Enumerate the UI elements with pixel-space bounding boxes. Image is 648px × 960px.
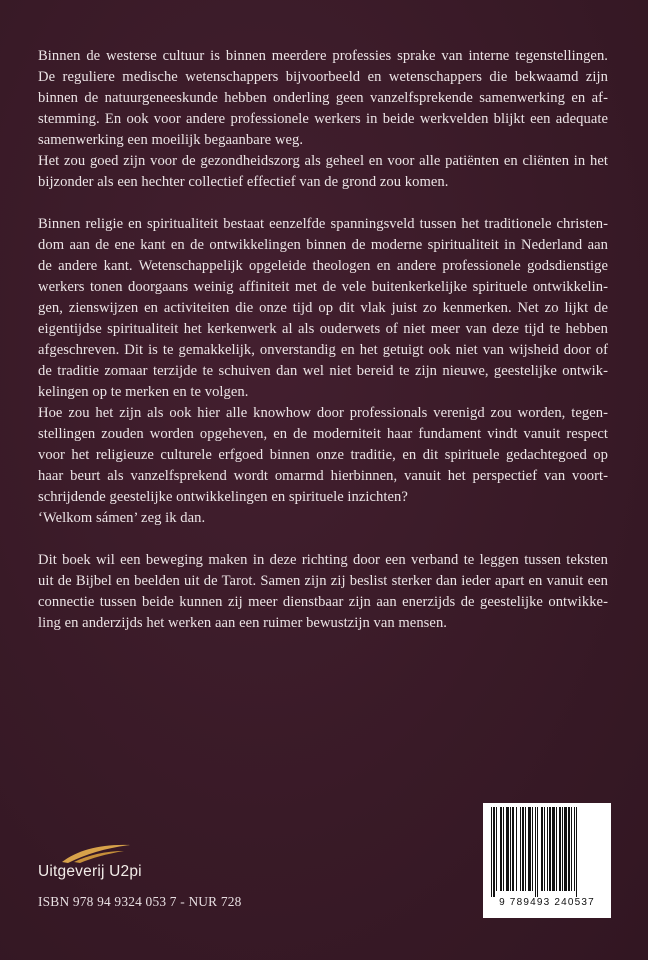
barcode-bar [552,807,555,891]
paragraph [38,46,608,193]
barcode-bar [562,807,563,891]
text-line: Binnen de westerse cultuur is binnen meerdere professies sprake van interne tegenstellingen. [38,48,608,64]
barcode-bar [571,807,572,891]
text-line: ‘Welkom sámen’ zeg ik dan. [38,510,206,526]
text-line: schrijdende geestelijke ontwikkelingen en spirituele inzichten? [38,489,408,505]
publisher-name: Uitgeverij U2pi [38,863,142,880]
text-line: kelingen op te merken en te volgen. [38,384,249,400]
publisher-logo [38,842,218,886]
barcode-bar [556,807,557,891]
barcode-bar [547,807,548,891]
text-line: de andere kant. Wetenschappelijk opgeleide theologen en andere professionele godsdienstige [38,258,608,274]
barcode-bar [532,807,533,891]
text-line: de traditie zomaar terzijde te schuiven dan wel niet bereid te zijn nieuwe, geestelijke ontwik- [38,363,608,379]
text-line: stemming. En ook voor andere professionele werkers in beide werkvelden blijkt een adequate [38,111,608,127]
barcode-bar [549,807,551,891]
barcode-bar [491,807,492,897]
text-line: werkers tonen doorgaans weinig affiniteit met de vele buitenkerkelijke spirituele ontwikkelin- [38,279,608,295]
barcode-bar [528,807,531,891]
barcode-bar [503,807,504,891]
barcode-bar [574,807,575,891]
text-line: Binnen religie en spiritualiteit bestaat eenzelfde spanningsveld tussen het traditionele christen- [38,216,608,232]
barcode-bar [535,807,536,897]
isbn-nur-line: ISBN 978 94 9324 053 7 - NUR 728 [38,894,242,909]
text-line: connectie tussen beide kunnen zij meer dienstbaar zijn aan enerzijds de geestelijke ontwikke- [38,594,608,610]
barcode-bar [576,807,577,897]
text-line: eigentijdse spiritualiteit het kerkenwerk al als ouderwets of niet meer van deze tijd te hebben [38,321,608,337]
text-line: gen, zienswijzen en activiteiten die onze tijd op dit vlak juist zo kenmerken. Net zo lijkt de [38,300,608,316]
text-line: De reguliere medische wetenschappers bijvoorbeeld en wetenschappers die bekwaamd zijn [38,69,608,85]
text-line: Hoe zou het zijn als ook hier alle knowhow door professionals verenigd zou worden, tegen- [38,405,608,421]
text-line: stellingen zouden worden opgeheven, en de moderniteit haar fundament vindt vanuit respect [38,426,608,442]
barcode-bar [500,807,502,891]
blurb-text [38,46,608,655]
text-line: samenwerking een moeilijk begaanbare weg. [38,132,304,148]
isbn-barcode [483,803,611,918]
barcode-bar [516,807,517,891]
barcode-bar [568,807,570,891]
paragraph [38,550,608,634]
barcode-bar [559,807,561,891]
barcode-bar [537,807,538,897]
barcode-bar [520,807,521,891]
swoosh-icon [60,842,132,864]
barcode-bar [512,807,514,891]
text-line: binnen de natuurgeneeskunde hebben onderling geen vanzelfsprekende samenwerking en af- [38,90,608,106]
barcode-digits: 9 789493 240537 [499,897,595,908]
text-line: voor het religieuze culturele erfgoed binnen onze traditie, en dit spirituele gedachtegoed op [38,447,608,463]
text-line: uit de Bijbel en beelden uit de Tarot. Samen zijn zij beslist sterker dan ieder apart en vanuit een [38,573,608,589]
text-line: dom aan de ene kant en de ontwikkelingen binnen de moderne spiritualiteit in Nederland aan [38,237,608,253]
barcode-bar [522,807,524,891]
barcode-bar [496,807,497,891]
barcode-bar [493,807,495,897]
barcode-bar [506,807,509,891]
text-line: bijzonder als een hechter collectief effectief van de grond zou komen. [38,174,449,190]
text-line: Dit boek wil een beweging maken in deze richting door een verband te leggen tussen teksten [38,552,608,568]
barcode-bar [564,807,567,891]
paragraph [38,214,608,529]
text-line: afgeschreven. Dit is te gemakkelijk, onverstandig en het getuigt ook niet van wijsheid door of [38,342,608,358]
barcode-bar [541,807,543,891]
text-line: ling en anderzijds het werken aan een ruimer bewustzijn van mensen. [38,615,447,631]
barcode-bar [544,807,545,891]
text-line: Het zou goed zijn voor de gezondheidszorg als geheel en voor alle patiënten en cliënten in het [38,153,608,169]
barcode-bar [510,807,511,891]
barcode-bar [525,807,526,891]
text-line: haar beurt als vanzelfsprekend wordt omarmd hierbinnen, vanuit het perspectief van voort- [38,468,608,484]
barcode-bars [489,807,605,897]
